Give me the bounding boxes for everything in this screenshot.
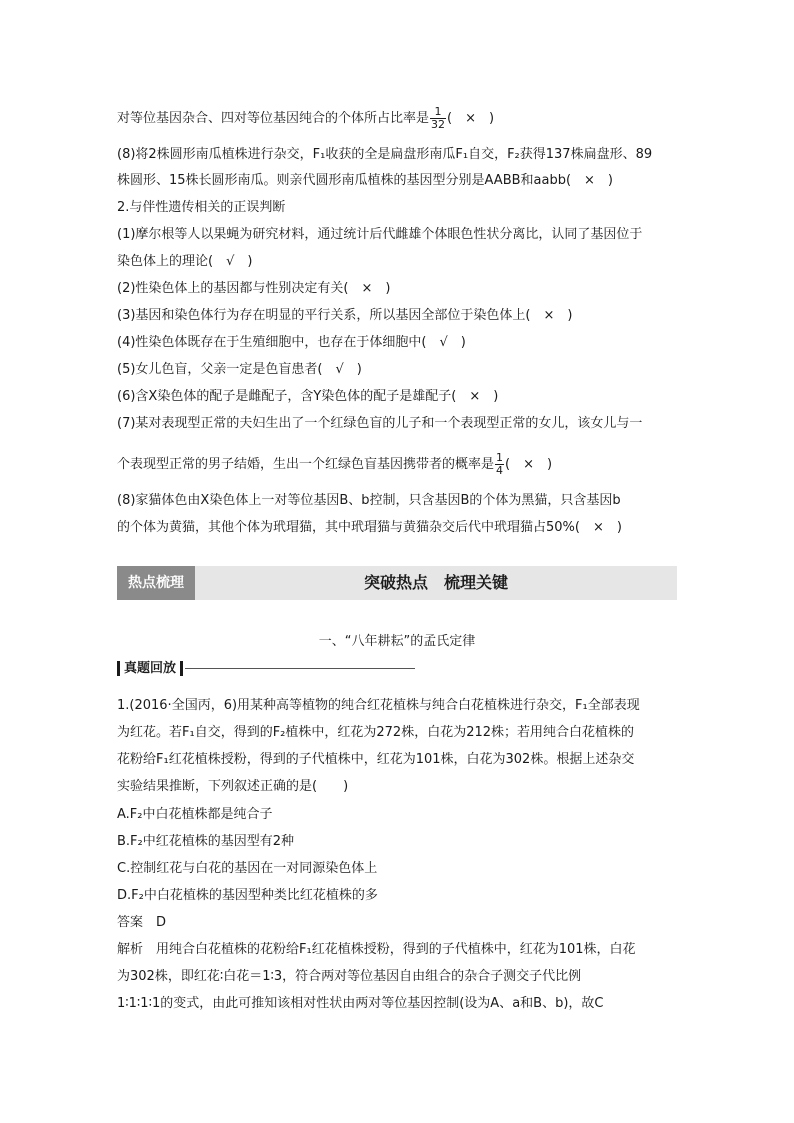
answer-line: 答案 D [117,915,167,930]
option-d: D.F₂中白花植株的基因型种类比红花植株的多 [117,888,378,903]
subhead-rule [185,668,415,669]
explanation-line: 1∶1∶1∶1的变式，由此可推知该相对性状由两对等位基因控制(设为A、a和B、b)，故C [117,996,604,1011]
text-line: 株圆形、15株长圆形南瓜。则亲代圆形南瓜植株的基因型分别是AABB和aabb( × ) [117,173,613,188]
text-line: (2)性染色体上的基因都与性别决定有关( × ) [117,281,391,296]
banner-tag: 热点梳理 [117,566,195,600]
text-line: (3)基因和染色体行为存在明显的平行关系，所以基因全部位于染色体上( × ) [117,308,573,323]
text-line: (1)摩尔根等人以果蝇为研究材料，通过统计后代雌雄个体眼色性状分离比，认同了基因位于 [117,227,643,242]
subhead-bar [117,661,120,676]
text-line: (5)女儿色盲，父亲一定是色盲患者( √ ) [117,362,362,377]
text-line: (8)家猫体色由X染色体上一对等位基因B、b控制，只含基因B的个体为黑猫，只含基因b [117,493,621,508]
option-b: B.F₂中红花植株的基因型有2种 [117,834,295,849]
subhead-label: 真题回放 [124,660,177,676]
fraction: $\frac{1}{4}$ [496,451,504,477]
text-line: 2.与伴性遗传相关的正误判断 [117,200,286,215]
text-line: 的个体为黄猫，其他个体为玳瑁猫，其中玳瑁猫与黄猫杂交后代中玳瑁猫占50%( × ) [117,520,622,535]
text-line: 个表现型正常的男子结婚，生出一个红绿色盲基因携带者的概率是 $\frac{1}{4}$ ( × ) [117,451,553,477]
explanation-line: 为302株，即红花∶白花＝1∶3，符合两对等位基因自由组合的杂合子测交子代比例 [117,969,582,984]
text-line: (7)某对表现型正常的夫妇生出了一个红绿色盲的儿子和一个表现型正常的女儿，该女儿与一 [117,416,643,431]
subhead [117,659,415,677]
question-line: 1.(2016·全国丙，6)用某种高等植物的纯合红花植株与纯合白花植株进行杂交，F₁全部表现 [117,698,640,713]
text-line: (4)性染色体既存在于生殖细胞中，也存在于体细胞中( √ ) [117,335,466,350]
explanation-line: 解析 用纯合白花植株的花粉给F₁红花植株授粉，得到的子代植株中，红花为101株，白花 [117,942,636,957]
section-title: 一、“八年耕耘”的孟氏定律 [318,634,476,649]
text-line: 对等位基因杂合、四对等位基因纯合的个体所占比率是 $\frac{1}{32}$ ( × ) [117,105,495,131]
subhead-bar [180,661,183,676]
text-line: 染色体上的理论( √ ) [117,254,253,269]
text-line: (6)含X染色体的配子是雌配子，含Y染色体的配子是雄配子( × ) [117,389,499,404]
text-line: (8)将2株圆形南瓜植株进行杂交，F₁收获的全是扁盘形南瓜F₁自交，F₂获得137株扁盘形、89 [117,147,653,162]
option-c: C.控制红花与白花的基因在一对同源染色体上 [117,861,378,876]
question-line: 为红花。若F₁自交，得到的F₂植株中，红花为272株，白花为212株；若用纯合白花植株的 [117,725,635,740]
fraction: $\frac{1}{32}$ [431,105,446,131]
banner-title: 突破热点 梳理关键 [363,573,508,592]
question-line: 花粉给F₁红花植株授粉，得到的子代植株中，红花为101株，白花为302株。根据上述杂交 [117,752,635,767]
question-line: 实验结果推断，下列叙述正确的是( ) [117,779,349,794]
option-a: A.F₂中白花植株都是纯合子 [117,807,273,822]
section-banner [117,566,677,600]
